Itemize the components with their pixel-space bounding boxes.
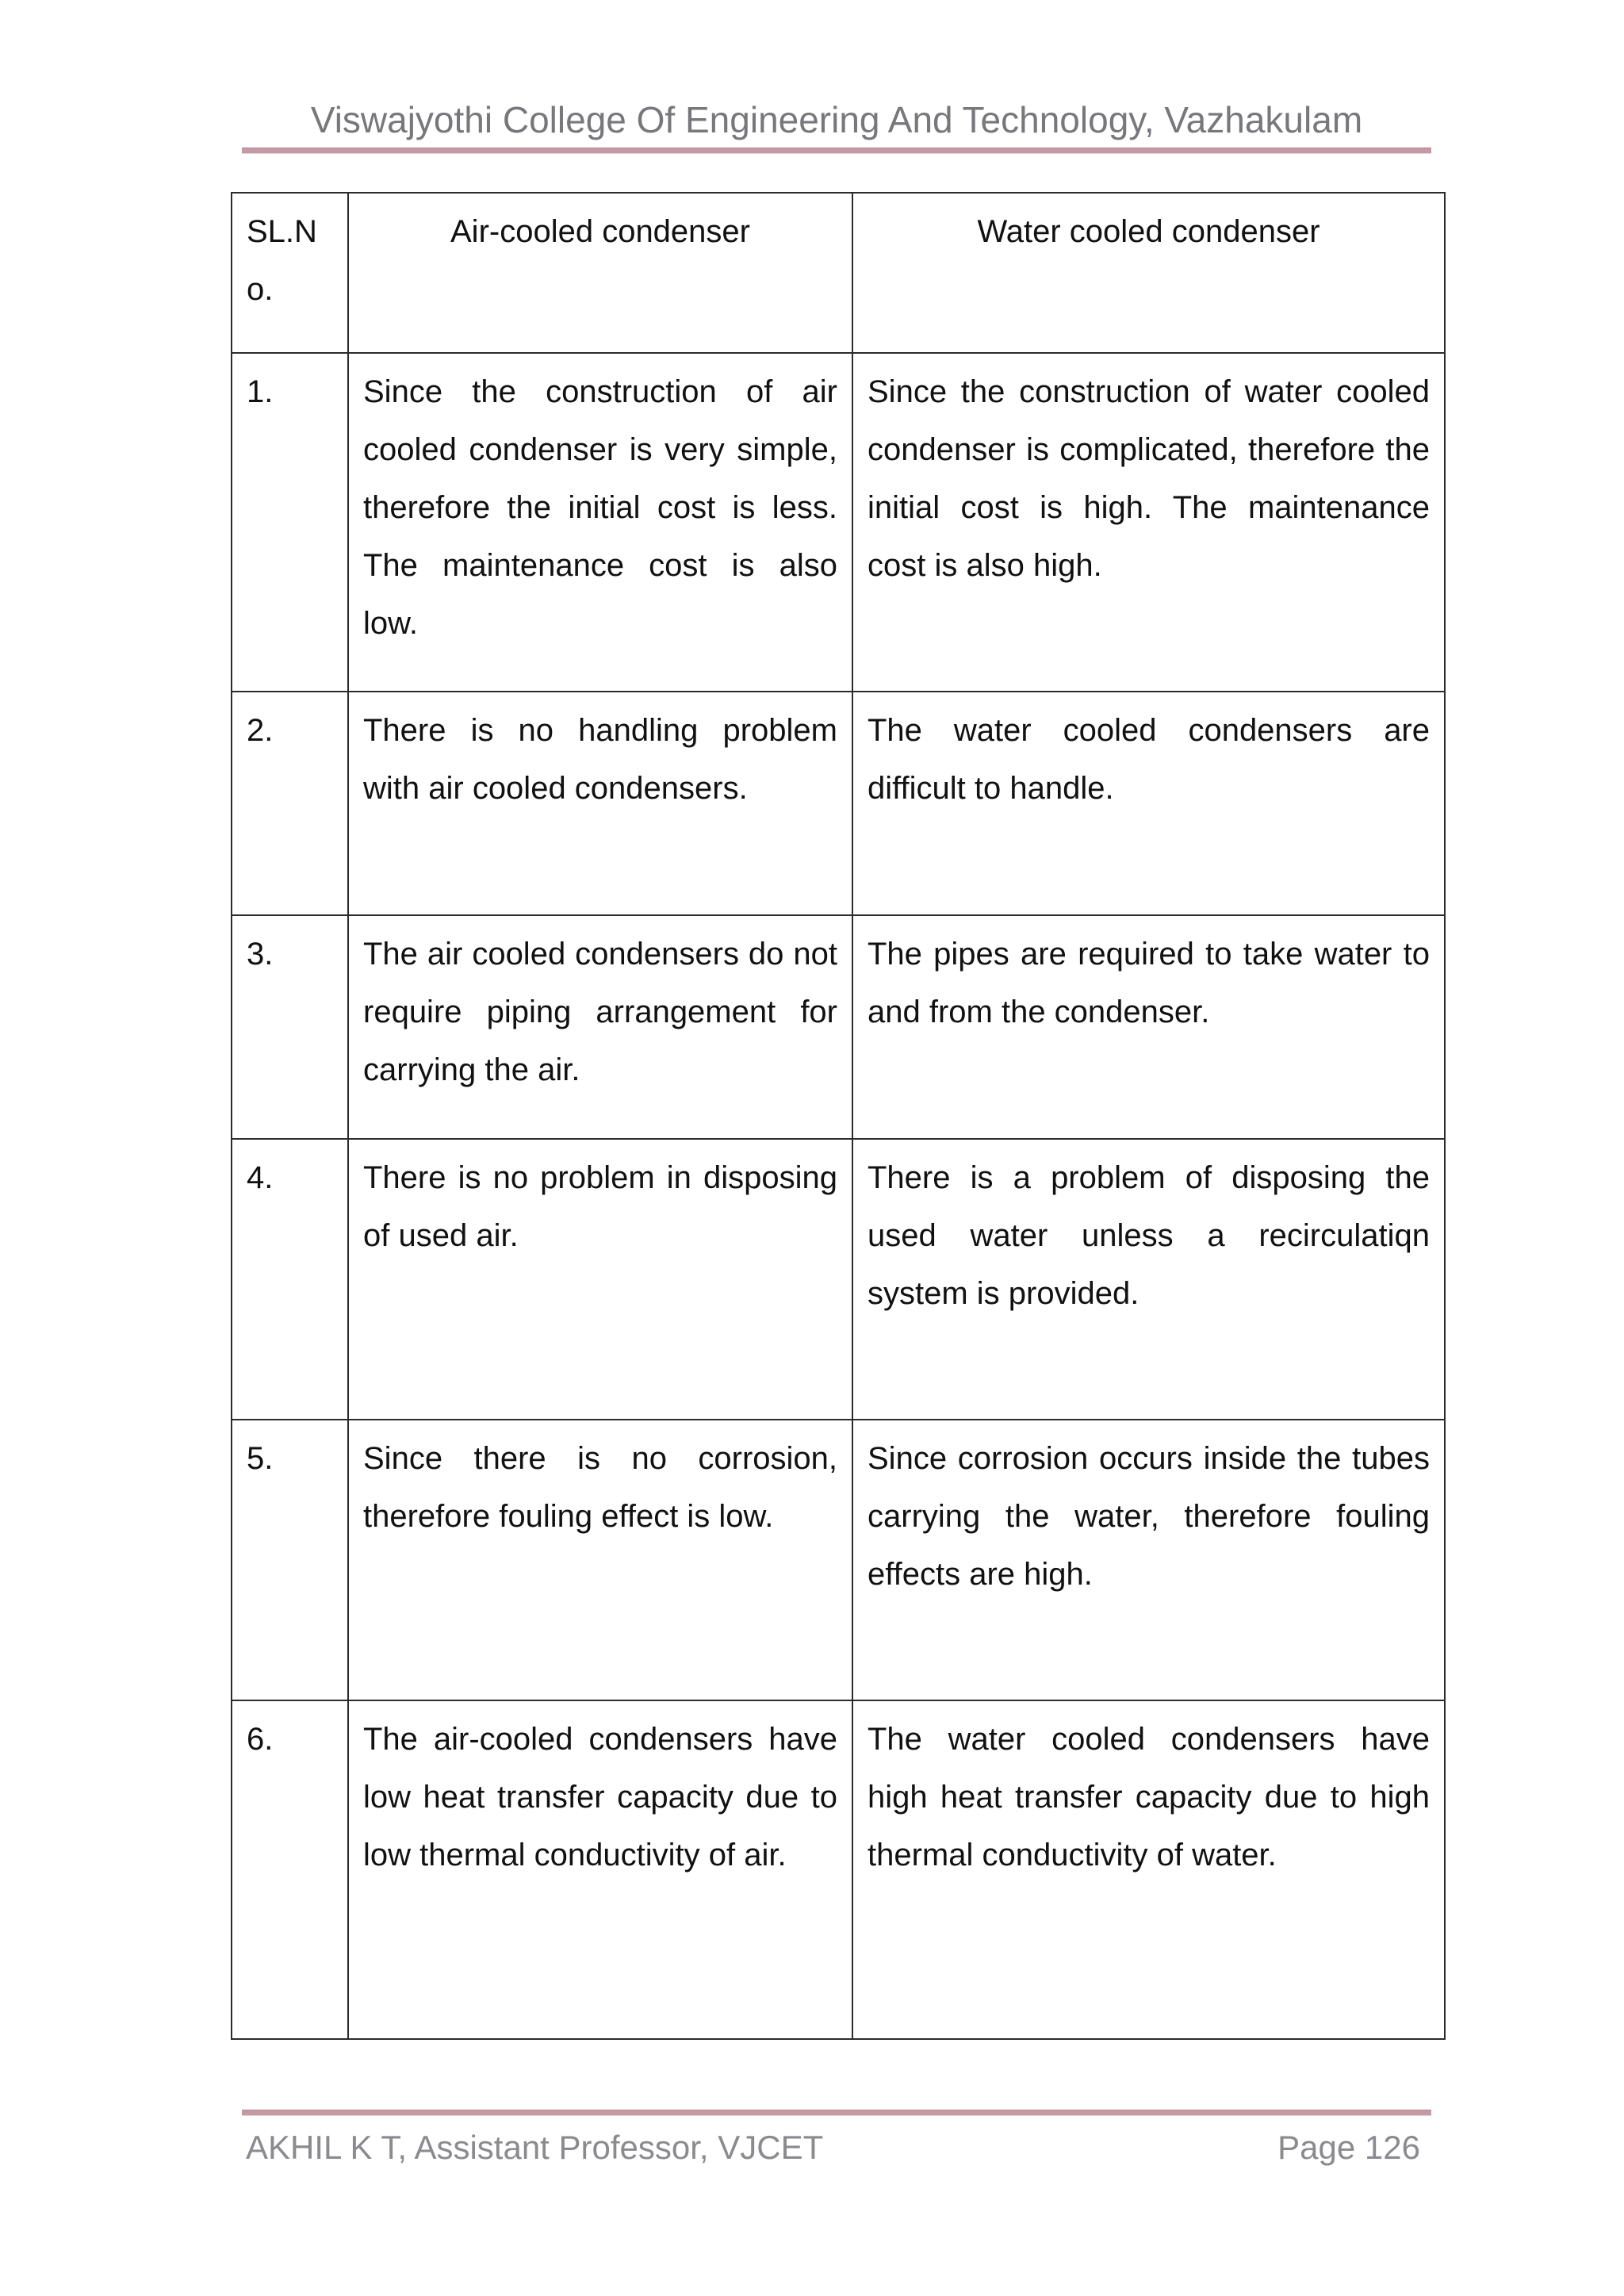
water-cooled-cell: The water cooled condensers are difficult to handle. (852, 692, 1445, 915)
header-title: Viswajyothi College Of Engineering And Technology, Vazhakulam (310, 99, 1363, 140)
air-cooled-cell: There is no handling problem with air cooled condensers. (348, 692, 852, 915)
page-footer (242, 2110, 1431, 2181)
water-cooled-cell: The water cooled condensers have high heat transfer capacity due to high thermal conductivity of water. (852, 1700, 1445, 2039)
column-header-air-cooled: Air-cooled condenser (348, 193, 852, 353)
page-number: Page 126 (1277, 2129, 1420, 2166)
table-row (232, 915, 1445, 1139)
air-cooled-cell: The air cooled condensers do not require piping arrangement for carrying the air. (348, 915, 852, 1139)
air-cooled-cell: There is no problem in disposing of used air. (348, 1139, 852, 1420)
footer-author: AKHIL K T, Assistant Professor, VJCET (246, 2129, 824, 2166)
air-cooled-cell: Since the construction of air cooled condenser is very simple, therefore the initial cost is less. The maintenance cost is also low. (348, 353, 852, 692)
footer-rule (242, 2110, 1431, 2116)
row-serial-number: 3. (232, 915, 348, 1139)
water-cooled-cell: Since corrosion occurs inside the tubes carrying the water, therefore fouling effects are high. (852, 1420, 1445, 1700)
column-header-sl-no: SL.No. (232, 193, 348, 353)
water-cooled-cell: Since the construction of water cooled condenser is complicated, therefore the initial cost is high. The maintenance cost is also high. (852, 353, 1445, 692)
row-serial-number: 6. (232, 1700, 348, 2039)
table-row (232, 353, 1445, 692)
column-header-water-cooled: Water cooled condenser (852, 193, 1445, 353)
table-row (232, 1420, 1445, 1700)
table-row (232, 1139, 1445, 1420)
water-cooled-cell: The pipes are required to take water to and from the condenser. (852, 915, 1445, 1139)
page-header (242, 94, 1431, 157)
water-cooled-cell: There is a problem of disposing the used water unless a recirculatiqn system is provided. (852, 1139, 1445, 1420)
row-serial-number: 5. (232, 1420, 348, 1700)
row-serial-number: 1. (232, 353, 348, 692)
air-cooled-cell: Since there is no corrosion, therefore fouling effect is low. (348, 1420, 852, 1700)
row-serial-number: 4. (232, 1139, 348, 1420)
table-row (232, 692, 1445, 915)
header-rule (242, 148, 1431, 154)
row-serial-number: 2. (232, 692, 348, 915)
table-row (232, 1700, 1445, 2039)
comparison-table (231, 192, 1446, 2040)
table-header-row (232, 193, 1445, 353)
air-cooled-cell: The air-cooled condensers have low heat transfer capacity due to low thermal conductivity of air. (348, 1700, 852, 2039)
